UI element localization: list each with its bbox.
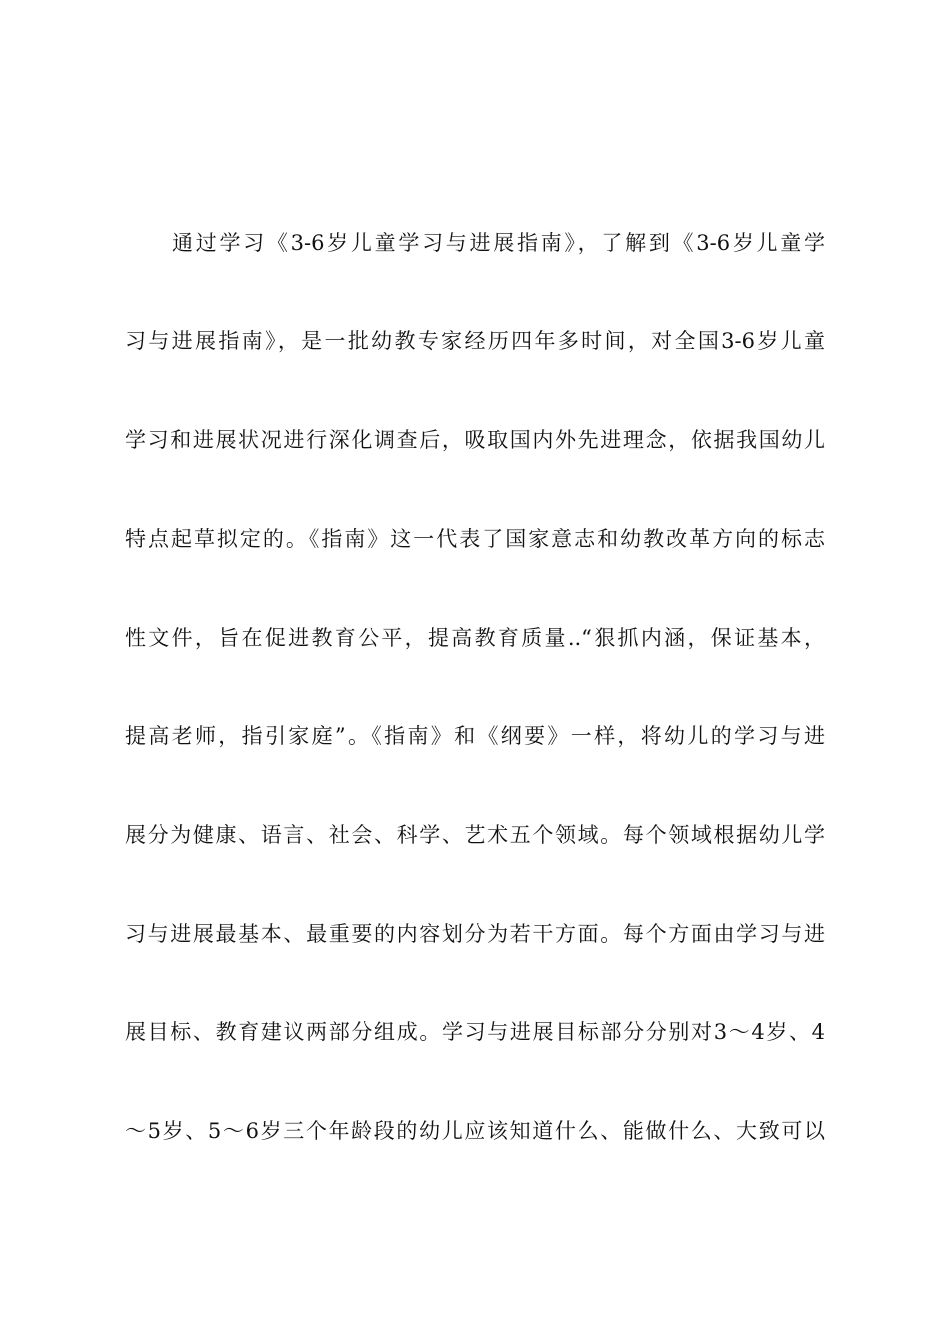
- paragraph-line-3: 学习和进展状况进行深化调查后，吸取国内外先进理念，依据我国幼儿: [125, 428, 825, 452]
- paragraph-line-6: 提高老师，指引家庭”。《指南》和《纲要》一样，将幼儿的学习与进: [125, 724, 825, 748]
- paragraph-line-4: 特点起草拟定的。《指南》这一代表了国家意志和幼教改革方向的标志: [125, 527, 825, 551]
- paragraph-line-9: 展目标、教育建议两部分组成。学习与进展目标部分分别对3～4岁、4: [125, 1020, 825, 1044]
- paragraph-line-10: ～5岁、5～6岁三个年龄段的幼儿应该知道什么、能做什么、大致可以: [125, 1119, 825, 1143]
- paragraph-line-7: 展分为健康、语言、社会、科学、艺术五个领域。每个领域根据幼儿学: [125, 823, 825, 847]
- paragraph-line-5: 性文件，旨在促进教育公平，提高教育质量..“狠抓内涵，保证基本，: [125, 626, 825, 650]
- paragraph-line-2: 习与进展指南》，是一批幼教专家经历四年多时间，对全国3-6岁儿童: [125, 329, 825, 353]
- paragraph-line-8: 习与进展最基本、最重要的内容划分为若干方面。每个方面由学习与进: [125, 922, 825, 946]
- paragraph-line-1: 通过学习《3-6岁儿童学习与进展指南》，了解到《3-6岁儿童学: [172, 231, 825, 255]
